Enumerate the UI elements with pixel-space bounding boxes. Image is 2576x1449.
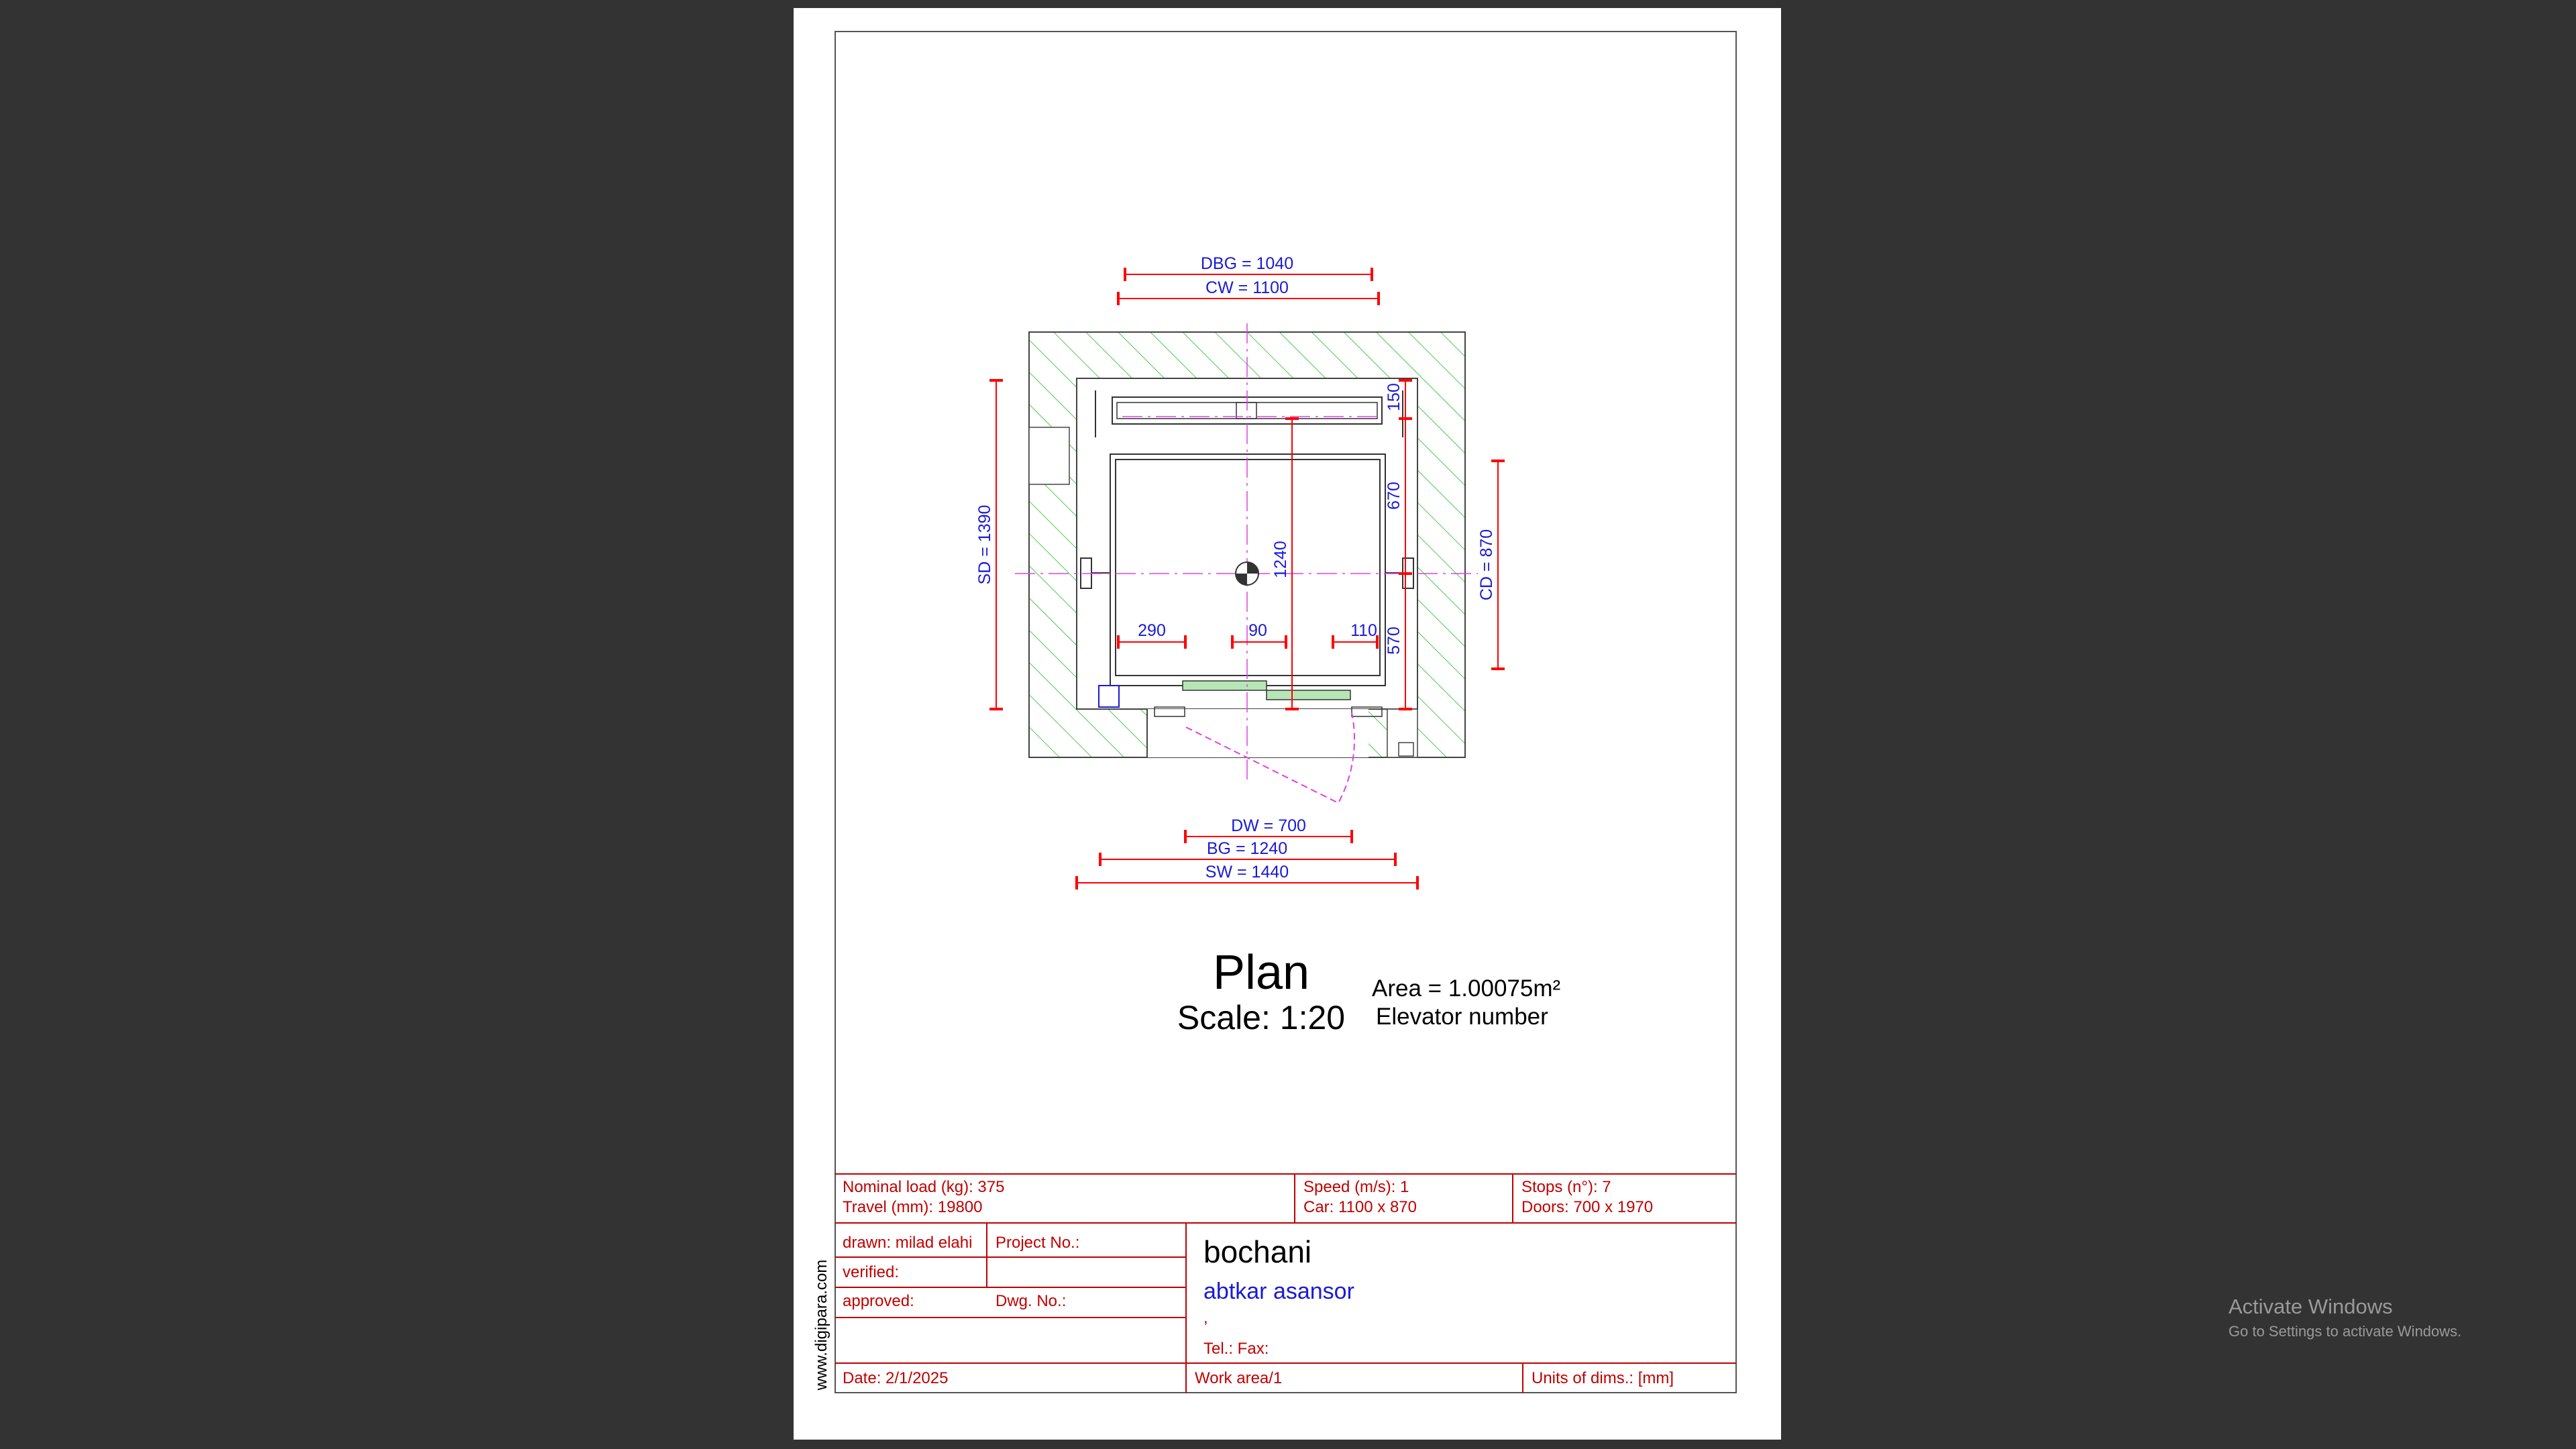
speed: Speed (m/s): 1 (1303, 1178, 1409, 1196)
approved: approved: (843, 1292, 914, 1310)
activate-windows-watermark (2229, 1295, 2461, 1340)
verified: verified: (843, 1263, 900, 1281)
dim-1240: 1240 (1271, 541, 1290, 578)
dwg-no: Dwg. No.: (996, 1292, 1067, 1310)
travel: Travel (mm): 19800 (843, 1198, 983, 1216)
dim-570: 570 (1385, 627, 1403, 655)
dim-670: 670 (1385, 482, 1403, 510)
dim-sd: SD = 1390 (975, 504, 994, 585)
elevator-plan-drawing (794, 8, 1781, 1440)
company-name: abtkar asansor (1203, 1279, 1354, 1304)
nominal-load: Nominal load (kg): 375 (843, 1178, 1005, 1196)
dim-sw: SW = 1440 (1205, 863, 1289, 881)
project-name: bochani (1203, 1234, 1312, 1269)
date: Date: 2/1/2025 (843, 1369, 949, 1387)
car-door-panel (1183, 681, 1267, 690)
dim-150: 150 (1385, 383, 1403, 411)
stops: Stops (n°): 7 (1521, 1178, 1611, 1196)
drawing-sheet (794, 8, 1781, 1440)
address: , (1203, 1309, 1208, 1327)
cop-panel (1099, 686, 1119, 707)
work-area: Work area/1 (1195, 1369, 1283, 1387)
dim-dbg: DBG = 1040 (1200, 254, 1294, 273)
dim-dw: DW = 700 (1231, 816, 1306, 835)
project-no: Project No.: (996, 1234, 1080, 1252)
plan-scale: Scale: 1:20 (1177, 999, 1346, 1036)
dim-110: 110 (1350, 621, 1377, 640)
watermark-subtitle: Go to Settings to activate Windows. (2229, 1323, 2462, 1340)
dim-290: 290 (1138, 621, 1166, 640)
plan-title: Plan (1212, 946, 1310, 1000)
tel-fax: Tel.: Fax: (1203, 1340, 1269, 1358)
units-of-dims: Units of dims.: [mm] (1532, 1369, 1674, 1387)
watermark-title: Activate Windows (2229, 1295, 2393, 1318)
dim-bg: BG = 1240 (1206, 839, 1288, 858)
wall-niche (1029, 427, 1069, 484)
elevator-number-label: Elevator number (1376, 1004, 1548, 1030)
drawn-by: drawn: milad elahi (843, 1234, 973, 1252)
shaft-plan (1015, 323, 1478, 803)
website-link[interactable]: www.digipara.com (812, 1259, 830, 1391)
area-label: Area = 1.00075m² (1372, 975, 1561, 1002)
dim-cw: CW = 1100 (1205, 278, 1289, 297)
doors: Doors: 700 x 1970 (1521, 1198, 1654, 1216)
dim-cd: CD = 870 (1477, 529, 1496, 601)
dim-90: 90 (1248, 621, 1267, 640)
car-size: Car: 1100 x 870 (1303, 1198, 1417, 1216)
